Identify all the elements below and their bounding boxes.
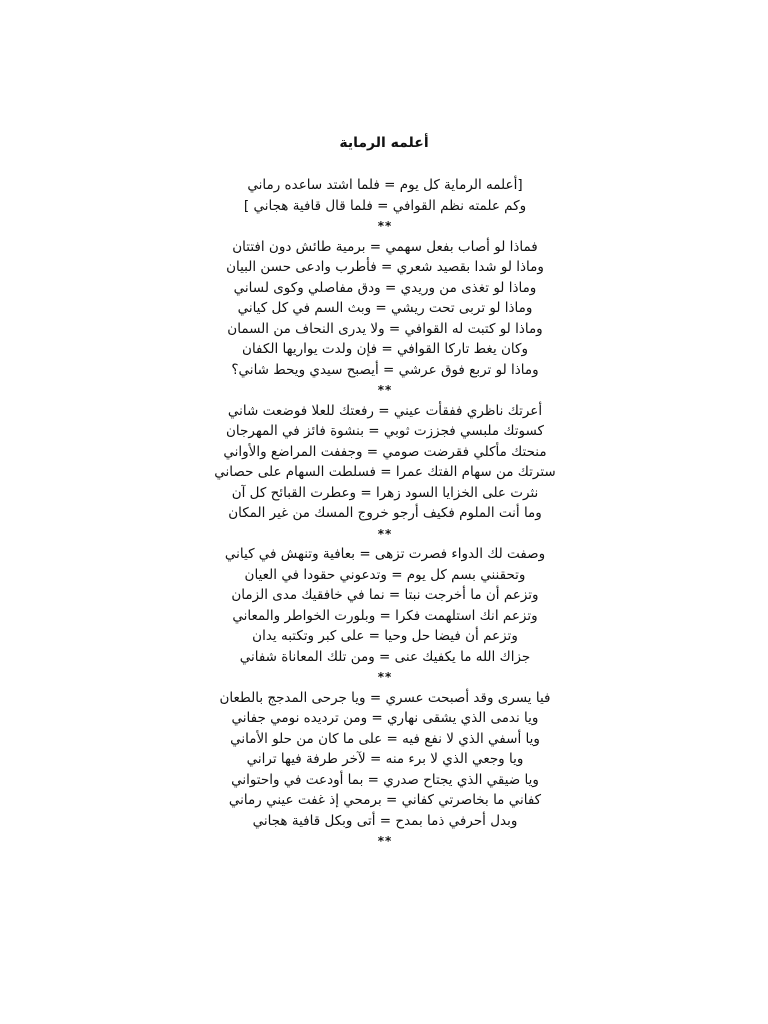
stanza-separator: **: [377, 670, 393, 684]
poem-line: وما أنت الملوم فكيف أرجو خروج المسك من غير المكان: [228, 505, 542, 521]
poem-line: فيا يسرى وقد أصبحت عسري = ويا جرحى المدجج بالطعان: [219, 689, 551, 706]
stanza-separator: **: [377, 834, 393, 848]
poem-line: وتزعم أن ما أخرجت نبتا = نما في خافقيك مدى الزمان: [231, 587, 539, 603]
poem-line: ويا أسفي الذي لا نفع فيه = على ما كان من حلو الأماني: [230, 730, 540, 747]
poem-line: ويا ضيقي الذي يجتاح صدري = بما أودعت في واحتواني: [231, 771, 539, 788]
stanza-3: [190, 401, 580, 545]
stanza-4: [190, 544, 580, 688]
poem-line: نثرت على الخزايا السود زهرا = وعطرت القبائح كل آن: [231, 484, 539, 501]
poem-line: وتزعم أن فيضا حل وحيا = على كبر وتكتبه يدان: [252, 628, 518, 644]
stanza-2: [190, 237, 580, 401]
poem-body: [190, 175, 580, 852]
stanza-1: [190, 175, 580, 237]
poem-line: وماذا لو شدا بقصيد شعري = فأطرب وادعى حسن البيان: [226, 259, 544, 275]
poem-line: ويا وجعي الذي لا برء منه = لآخر طرفة فيها تراني: [246, 751, 524, 767]
poem-line: أعرتك ناظري ففقأت عيني = رفعتك للعلا فوضعت شاني: [227, 402, 543, 419]
poem-line: وماذا لو تغذى من وريدي = ودق مفاصلي وكوى لساني: [233, 279, 537, 296]
poem-line: ويا ندمى الذي يشقى نهاري = ومن ترديده نومي جفاني: [231, 710, 539, 726]
poem-line: جزاك الله ما يكفيك عنى = ومن تلك المعاناة شفاني: [239, 648, 531, 665]
stanza-5: [190, 688, 580, 852]
poem-line: فماذا لو أصاب بفعل سهمي = برمية طائش دون افتتان: [232, 238, 538, 255]
poem-line: كسوتك ملبسي فجززت ثوبي = بنشوة فائز في المهرجان: [226, 423, 544, 439]
poem-line: وتحقنني بسم كل يوم = وتدعوني حقودا في العيان: [244, 566, 526, 583]
poem-title: أعلمه الرماية: [339, 135, 429, 151]
poem-line: وصفت لك الدواء فصرت تزهى = بعافية وتنهش في كياني: [224, 546, 546, 562]
poem-line: وبدل أحرفي ذما بمدح = أتى وبكل قافية هجاني: [252, 812, 518, 829]
poem-line: كفاني ما بخاصرتي كفاني = برمحي إذ غفت عيني رماني: [228, 792, 542, 808]
poem-line: وماذا لو تربى تحت ريشي = وبث السم في كل كياني: [237, 300, 533, 316]
poem-line: سترتك من سهام الفتك عمرا = فسلطت السهام على حصاني: [214, 464, 556, 480]
stanza-separator: **: [377, 526, 393, 541]
poem-line: [أعلمه الرماية كل يوم = فلما اشتد ساعده رماني: [247, 177, 523, 193]
poem-line: وماذا لو تربع فوق عرشي = أيصبح سيدي ويحط شاني؟: [231, 361, 539, 378]
poem-line: وتزعم انك استلهمت فكرا = وبلورت الخواطر والمعاني: [232, 607, 538, 624]
poem-line: وكان يغط تاركا القوافي = فإن ولدت يواريها الكفان: [242, 341, 528, 357]
stanza-separator: **: [377, 383, 393, 397]
poem-line: وكم علمته نظم القوافي = فلما قال قافية هجاني ]: [243, 197, 527, 214]
stanza-separator: **: [377, 219, 393, 233]
poem-line: منحتك مأكلي فقرضت صومي = وجففت المراضع والأواني: [223, 443, 547, 460]
poem-line: وماذا لو كتبت له القوافي = ولا يدرى النحاف من السمان: [227, 320, 543, 337]
